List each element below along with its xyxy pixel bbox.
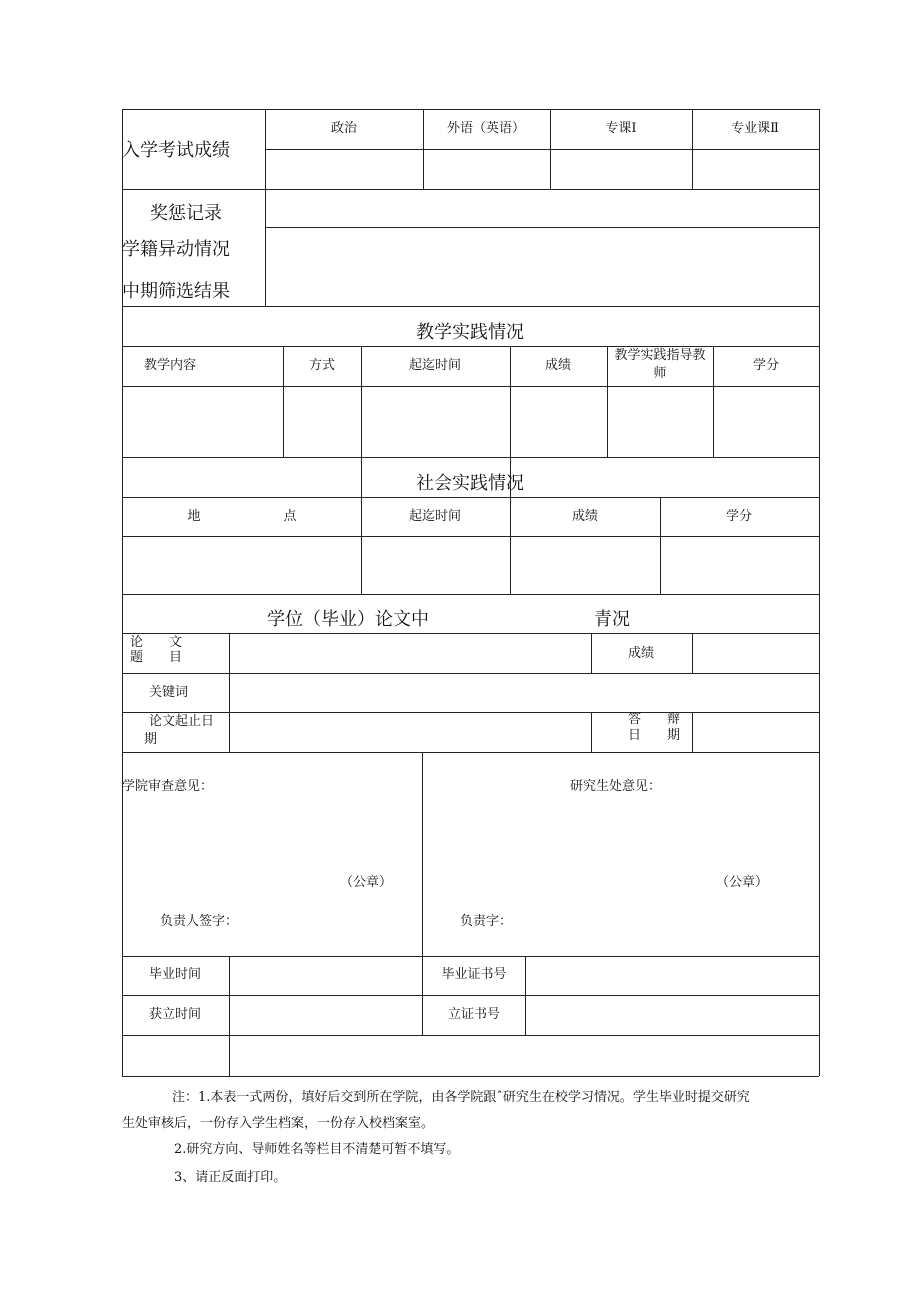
rewards-label: 奖惩记录 xyxy=(150,203,222,224)
social-practice-title: 社会实践情况 xyxy=(416,473,524,494)
grid-line xyxy=(423,109,424,189)
note-line-3: 2.研究方向、导师姓名等栏目不清楚可暂不填写。 xyxy=(174,1142,460,1157)
grid-line xyxy=(122,497,819,498)
grid-line xyxy=(660,497,661,594)
thesis-dates-label-2: 期 xyxy=(144,732,158,747)
grid-line xyxy=(591,712,592,752)
grid-line xyxy=(229,633,230,752)
grid-line xyxy=(229,956,230,1076)
teaching-header-method: 方式 xyxy=(308,358,336,373)
teaching-header-advisor-2: 师 xyxy=(653,366,667,381)
subject-major-2: 专业课Ⅱ xyxy=(731,121,779,136)
degree-time-label: 获立时间 xyxy=(148,1007,202,1022)
graduate-office-review-label: 研究生处意见： xyxy=(570,779,662,794)
social-header-grade: 成绩 xyxy=(571,509,599,524)
grid-line xyxy=(283,346,284,457)
grid-line xyxy=(122,1076,819,1077)
grid-line xyxy=(122,457,819,458)
grid-line xyxy=(591,633,592,673)
grid-line xyxy=(122,633,819,634)
grid-line xyxy=(265,227,819,228)
teaching-header-content: 教学内容 xyxy=(143,358,197,373)
thesis-grade-label: 成绩 xyxy=(627,646,655,661)
signature-left-label: 负责人签字： xyxy=(160,914,239,929)
grid-line xyxy=(122,306,819,307)
teaching-header-advisor: 教学实践指导教 xyxy=(614,348,706,363)
grid-line xyxy=(422,752,423,1035)
social-header-period: 起迄时间 xyxy=(408,509,462,524)
grid-line xyxy=(122,189,819,190)
grid-line xyxy=(713,346,714,457)
grid-line xyxy=(122,536,819,537)
note-line-1: 注：1.本表一式两份，填好后交到所在学院，由各学院跟ˆ研究生在校学习情况。学生毕业时提交研究 xyxy=(172,1090,750,1105)
grid-line xyxy=(122,594,819,595)
student-record-form xyxy=(122,109,819,1077)
seal-right: （公章） xyxy=(716,875,769,890)
subject-politics: 政治 xyxy=(330,121,358,136)
grid-line xyxy=(122,956,819,957)
grid-line xyxy=(819,109,820,1076)
social-header-place-1: 地 xyxy=(187,509,201,524)
grid-line xyxy=(122,1035,819,1036)
grid-line xyxy=(122,712,819,713)
grid-line xyxy=(122,752,819,753)
signature-right-label: 负责字： xyxy=(460,914,513,929)
grid-line xyxy=(525,956,526,1035)
teaching-header-credits: 学分 xyxy=(752,358,780,373)
grid-line xyxy=(361,346,362,594)
grid-line xyxy=(692,712,693,752)
grid-line xyxy=(607,346,608,457)
note-line-2: 生处审核后，一份存入学生档案，一份存入校档案室。 xyxy=(122,1116,435,1131)
grid-line xyxy=(122,386,819,387)
defense-date-label-2: 日 期 xyxy=(628,728,681,743)
college-review-label: 学院审查意见： xyxy=(122,779,214,794)
grid-line xyxy=(692,109,693,189)
subject-major-1: 专课Ⅰ xyxy=(605,121,637,136)
midterm-label: 中期筛选结果 xyxy=(122,281,230,302)
defense-date-label-1: 答 辩 xyxy=(628,712,681,727)
grid-line xyxy=(265,149,819,150)
social-header-place-2: 点 xyxy=(283,509,297,524)
thesis-topic-label-1: 论 文 xyxy=(130,635,183,650)
thesis-title-part-1: 学位（毕业）论文中 xyxy=(267,609,429,630)
exam-score-label: 入学考试成绩 xyxy=(122,140,230,161)
grid-line xyxy=(550,109,551,189)
teaching-practice-title: 教学实践情况 xyxy=(416,322,524,343)
degree-cert-label: 立证书号 xyxy=(447,1007,501,1022)
thesis-title-part-2: 青况 xyxy=(594,609,630,630)
grid-line xyxy=(122,109,819,110)
grid-line xyxy=(510,346,511,594)
grid-line xyxy=(692,633,693,673)
subject-english: 外语（英语） xyxy=(446,121,526,136)
keywords-label: 关键词 xyxy=(149,685,189,700)
thesis-topic-label-2: 题 目 xyxy=(130,650,183,665)
grid-line xyxy=(122,673,819,674)
grid-line xyxy=(122,995,819,996)
graduation-time-label: 毕业时间 xyxy=(148,967,202,982)
thesis-dates-label-1: 论文起止日 xyxy=(149,714,215,729)
teaching-header-grade: 成绩 xyxy=(544,358,572,373)
seal-left: （公章） xyxy=(340,875,393,890)
status-change-label: 学籍异动情况 xyxy=(122,239,230,260)
graduation-cert-label: 毕业证书号 xyxy=(441,967,507,982)
teaching-header-period: 起迄时间 xyxy=(408,358,462,373)
social-header-credits: 学分 xyxy=(725,509,753,524)
note-line-4: 3、请正反面打印。 xyxy=(174,1170,287,1185)
grid-line xyxy=(122,346,819,347)
grid-line xyxy=(265,109,266,306)
